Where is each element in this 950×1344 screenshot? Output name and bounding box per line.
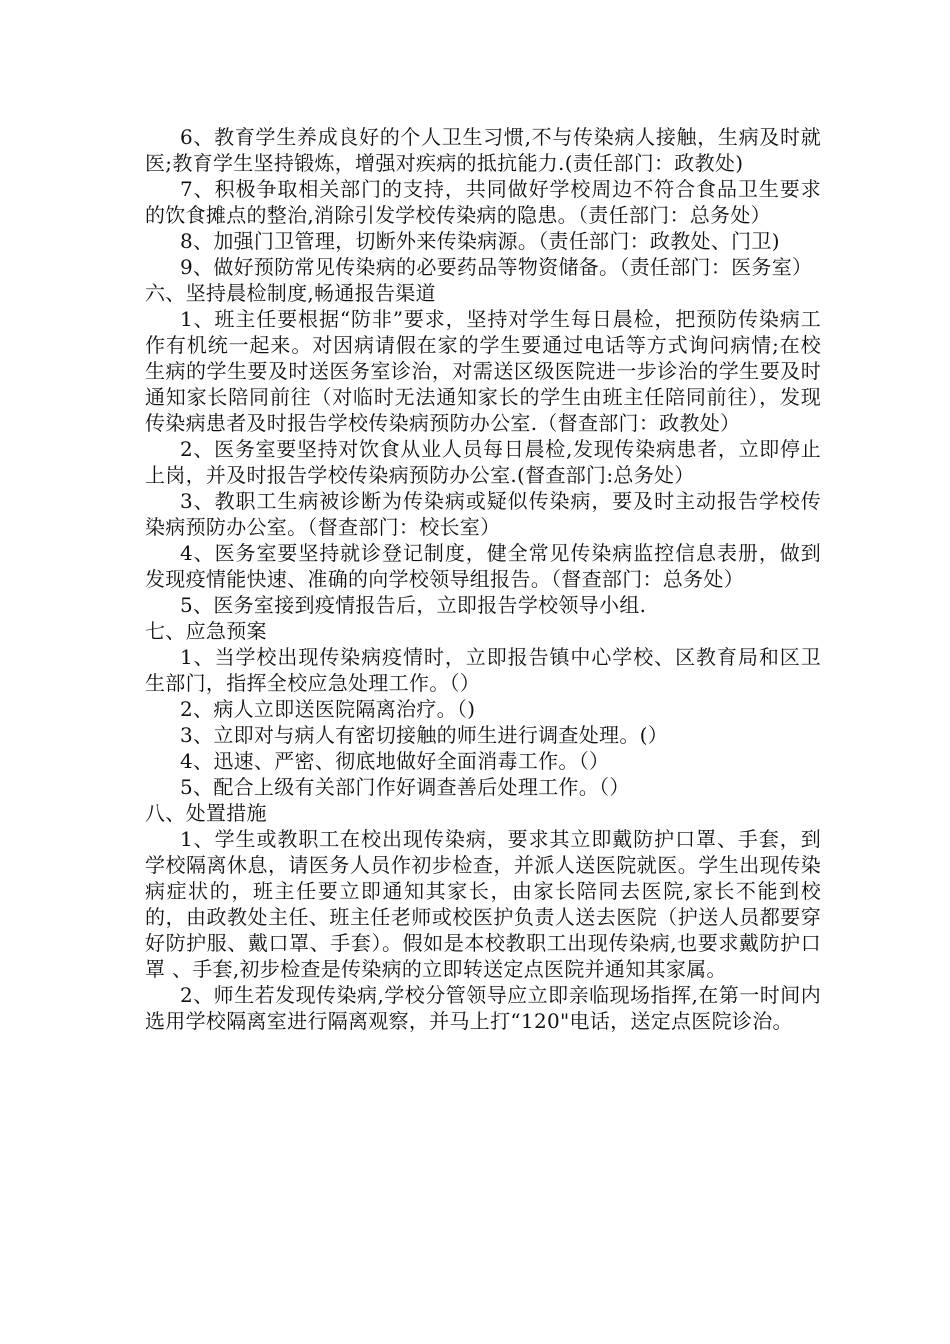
paragraph-item-8: 8、加强门卫管理，切断外来传染病源。（责任部门：政教处、门卫)	[180, 229, 780, 253]
paragraph-morning-check-1: 1、班主任要根据“防非”要求，坚持对学生每日晨检，把预防传染病工作有机统一起来。对因病请假在家的学生要通过电话等方式询问病情;在校生病的学生要及时送医务室诊治，对需送区级医院进一步诊治的学生要及时通知家长陪同前往（对临时无法通知家长的学生由班主任陪同前往），发现传染病患者及时报告学校传染病预防办公室.（督查部门：政教处）	[145, 307, 821, 435]
paragraph-item-9: 9、做好预防常见传染病的必要药品等物资储备。（责任部门：医务室）	[180, 255, 813, 279]
paragraph-emergency-4: 4、迅速、严密、彻底地做好全面消毒工作。（）	[180, 749, 610, 773]
paragraph-measures-1: 1、学生或教职工在校出现传染病，要求其立即戴防护口罩、手套，到学校隔离休息，请医务人员作初步检查，并派人送医院就医。学生出现传染病症状的，班主任要立即通知其家长，由家长陪同去医院,家长不能到校的，由政教处主任、班主任老师或校医护负责人送去医院（护送人员都要穿好防护服、戴口罩、手套）。假如是本校教职工出现传染病,也要求戴防护口罩 、手套,初步检查是传染病的立即转送定点医院并通知其家属。	[145, 827, 821, 981]
paragraph-emergency-2: 2、病人立即送医院隔离治疗。（)	[180, 697, 476, 721]
paragraph-emergency-1: 1、当学校出现传染病疫情时，立即报告镇中心学校、区教育局和区卫生部门，指挥全校应急处理工作。（）	[145, 645, 821, 695]
paragraph-morning-check-3: 3、教职工生病被诊断为传染病或疑似传染病，要及时主动报告学校传染病预防办公室。（督查部门：校长室）	[145, 489, 821, 539]
paragraph-morning-check-4: 4、医务室要坚持就诊登记制度，健全常见传染病监控信息表册，做到发现疫情能快速、准确的向学校领导组报告。（督查部门：总务处）	[145, 541, 821, 591]
paragraph-item-7: 7、积极争取相关部门的支持，共同做好学校周边不符合食品卫生要求的饮食摊点的整治,消除引发学校传染病的隐患。（责任部门：总务处）	[145, 177, 821, 227]
paragraph-emergency-3: 3、立即对与病人有密切接触的师生进行调查处理。(）	[180, 723, 669, 747]
section-heading-8: 八、处置措施	[145, 801, 267, 825]
section-heading-7: 七、应急预案	[145, 619, 267, 643]
paragraph-emergency-5: 5、配合上级有关部门作好调查善后处理工作。（）	[180, 775, 630, 799]
document-body	[145, 124, 821, 1034]
paragraph-morning-check-5: 5、医务室接到疫情报告后，立即报告学校领导小组.	[180, 593, 647, 617]
section-heading-6: 六、坚持晨检制度,畅通报告渠道	[145, 281, 436, 305]
paragraph-morning-check-2: 2、医务室要坚持对饮食从业人员每日晨检,发现传染病患者，立即停止上岗，并及时报告学校传染病预防办公室.(督查部门:总务处）	[145, 437, 821, 487]
paragraph-item-6: 6、教育学生养成良好的个人卫生习惯,不与传染病人接触，生病及时就医;教育学生坚持锻炼，增强对疾病的抵抗能力.(责任部门：政教处)	[145, 125, 821, 175]
paragraph-measures-2: 2、师生若发现传染病,学校分管领导应立即亲临现场指挥,在第一时间内选用学校隔离室进行隔离观察，并马上打“120"电话，送定点医院诊治。	[145, 983, 821, 1033]
